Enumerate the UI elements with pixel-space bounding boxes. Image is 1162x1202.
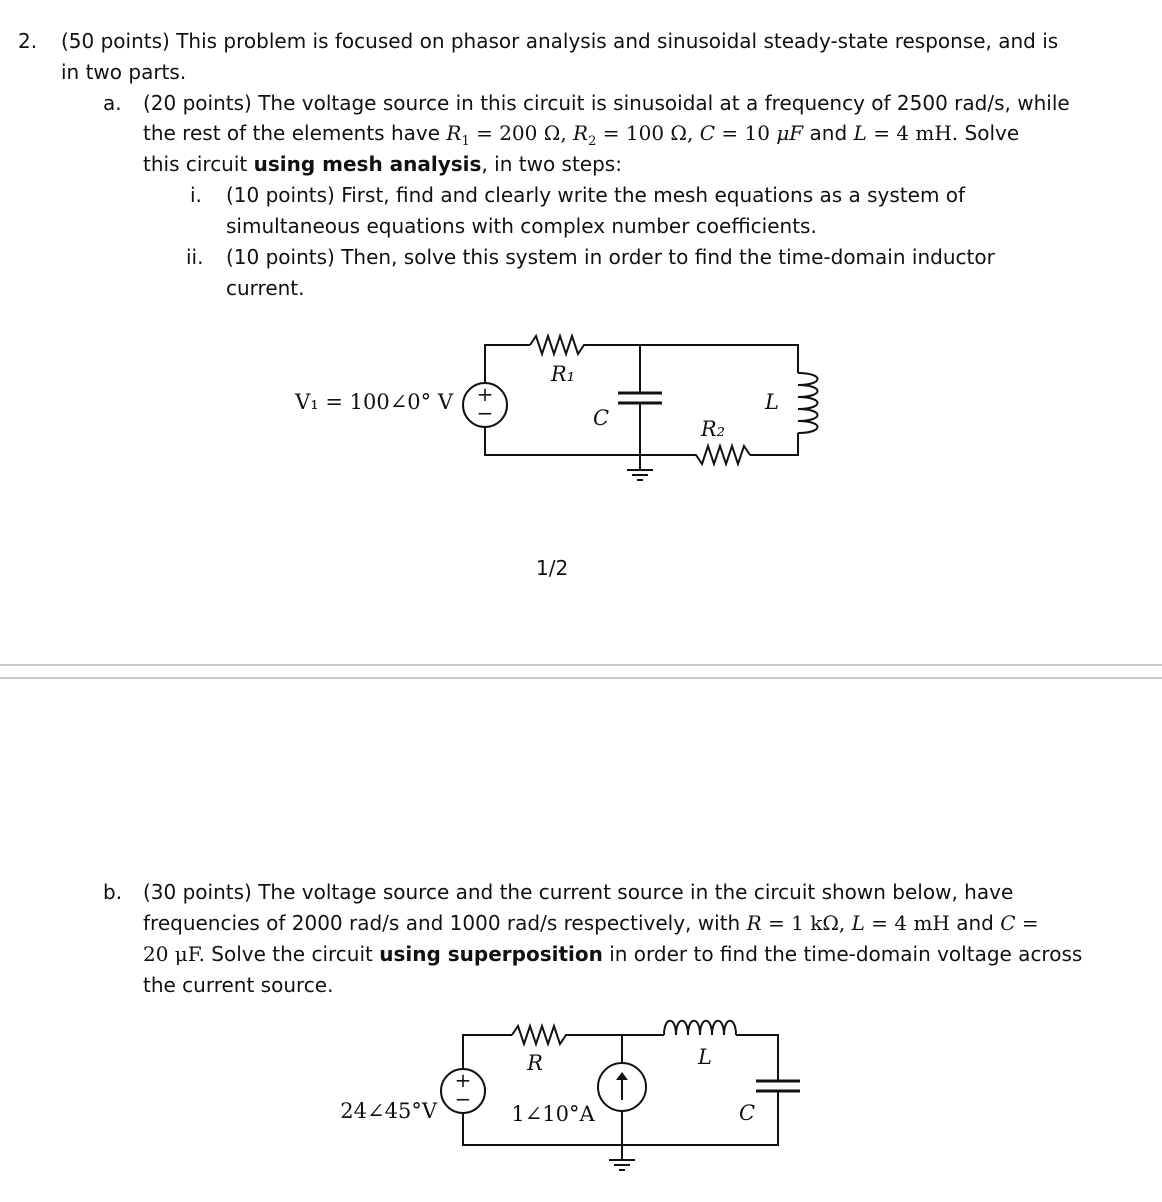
step-i-line2: simultaneous equations with complex number coefficients. <box>226 214 817 238</box>
b-r-symbol: R <box>746 911 762 935</box>
b-c-eq: = <box>1021 911 1039 935</box>
c-symbol: C <box>699 121 716 145</box>
step-ii-line2: current. <box>226 276 305 300</box>
part-b-marker: b. <box>103 880 123 904</box>
l-label: L <box>765 390 779 414</box>
part-a-line2-text: the rest of the elements have <box>143 121 441 145</box>
l-value: = 4 mH. <box>873 121 959 145</box>
b-line3-post: in order to find the time-domain voltage across <box>609 942 1083 966</box>
page-number: 1/2 <box>536 556 569 580</box>
b-l-value: = 4 mH <box>871 911 950 935</box>
problem-intro-line2: in two parts. <box>61 60 187 84</box>
r2-symbol: R <box>573 121 589 145</box>
problem-number: 2. <box>18 29 38 53</box>
vsource-b-label: 24∠45°V <box>340 1099 437 1123</box>
source-a-label: V₁ = 100∠0° V <box>295 390 453 414</box>
isource-b-label: 1∠10°A <box>511 1102 595 1126</box>
c-value: = 10 <box>721 121 770 145</box>
source-b-minus: − <box>454 1087 472 1111</box>
step-ii-line1: (10 points) Then, solve this system in order to find the time-domain inductor <box>226 245 995 269</box>
step-ii-marker: ii. <box>186 245 204 269</box>
and-word: and <box>809 121 848 145</box>
line3-pre: this circuit <box>143 152 248 176</box>
source-a-minus: − <box>476 401 494 425</box>
b-line2-pre: frequencies of 2000 rad/s and 1000 rad/s respectively, with <box>143 911 741 935</box>
part-b-line1: (30 points) The voltage source and the current source in the circuit shown below, have <box>143 880 1014 904</box>
r2-subscript: 2 <box>588 134 597 149</box>
b-r-value: = 1 kΩ, <box>768 911 846 935</box>
r1-value: = 200 Ω, <box>476 121 567 145</box>
c-label-b: C <box>738 1101 756 1125</box>
inductor-l-b <box>664 1021 736 1035</box>
b-l-symbol: L <box>851 911 865 935</box>
r2-label: R₂ <box>700 417 726 441</box>
b-c-symbol: C <box>1000 911 1016 935</box>
source-a-plus: + <box>476 382 494 406</box>
r-label-b: R <box>527 1051 543 1075</box>
c-unit: μF <box>776 121 804 145</box>
l-symbol: L <box>853 121 867 145</box>
b-line3-pre: Solve the circuit <box>211 942 373 966</box>
ground-symbol-b <box>609 1160 635 1170</box>
source-b-plus: + <box>454 1068 472 1092</box>
part-a-line1: (20 points) The voltage source in this circuit is sinusoidal at a frequency of 2500 rad/s, while <box>143 91 1070 115</box>
l-label-b: L <box>698 1045 712 1069</box>
r1-symbol: R <box>446 121 462 145</box>
line3-post: , in two steps: <box>481 152 622 176</box>
part-a-marker: a. <box>103 91 122 115</box>
c-label: C <box>592 406 610 430</box>
solve-word: Solve <box>964 121 1020 145</box>
step-i-marker: i. <box>190 183 202 207</box>
line3-bold: using mesh analysis <box>253 152 482 176</box>
b-and-word: and <box>956 911 994 935</box>
r1-label: R₁ <box>550 362 576 386</box>
problem-intro-line1: (50 points) This problem is focused on phasor analysis and sinusoidal steady-state response, and is <box>61 29 1059 53</box>
r1-subscript: 1 <box>461 134 470 149</box>
wire-l-to-c <box>736 1035 778 1081</box>
b-line3-bold: using superposition <box>379 942 603 966</box>
r2-value: = 100 Ω, <box>602 121 694 145</box>
r-resistor <box>512 1026 572 1044</box>
part-b-line4: the current source. <box>143 973 334 997</box>
step-i-line1: (10 points) First, find and clearly write the mesh equations as a system of <box>226 183 966 207</box>
b-c-value: 20 μF. <box>143 942 205 966</box>
